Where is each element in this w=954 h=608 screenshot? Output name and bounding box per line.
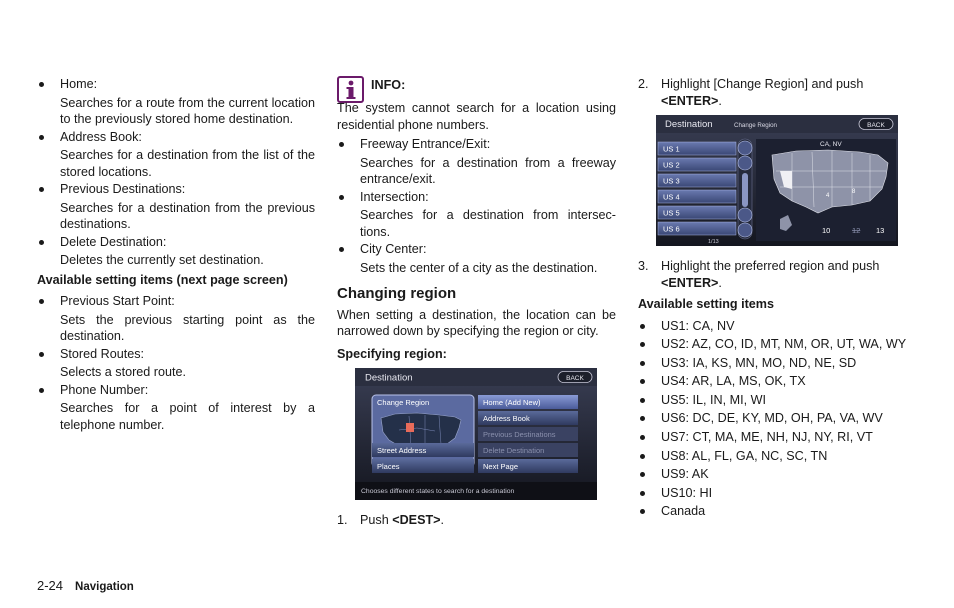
region-map [756, 139, 896, 241]
svg-text:BACK: BACK [566, 375, 584, 382]
street-address-button[interactable] [372, 443, 474, 457]
list-item: Intersection: Searches for a destination from intersec-tions. [337, 189, 616, 241]
list-item[interactable] [658, 190, 736, 203]
list-item: City Center: Sets the center of a city as the destination. [337, 241, 616, 276]
info-box [337, 76, 616, 103]
list-item[interactable] [658, 206, 736, 219]
list-item: Address Book: Searches for a destination from the list of the stored locations. [37, 129, 315, 181]
svg-text:US 6: US 6 [663, 224, 680, 234]
info-label: INFO: [371, 78, 406, 92]
list-item: Previous Start Point: Sets the previous starting point as the destination. [37, 293, 315, 345]
places-button[interactable] [372, 459, 474, 473]
list-item: Home: Searches for a route from the current location to the previously stored home destination. [37, 76, 315, 128]
svg-text:Delete Destination: Delete Destination [483, 446, 545, 455]
back-button[interactable] [859, 119, 893, 130]
screen-subtitle: Change Region [734, 122, 778, 129]
column-2 [337, 76, 616, 529]
option-list-b [37, 293, 315, 433]
page-number: 2-24 [37, 578, 64, 593]
list-item: US2: AZ, CO, ID, MT, NM, OR, UT, WA, WY [638, 336, 916, 354]
list-item: Canada [638, 503, 916, 521]
back-button[interactable] [558, 372, 592, 383]
previous-destinations-button[interactable] [478, 427, 578, 441]
list-item[interactable] [658, 174, 736, 187]
page-indicator: 1/13 [708, 239, 719, 245]
svg-text:Street Address: Street Address [377, 446, 427, 455]
section-text: When setting a destination, the location can be narrowed down by specifying the region or city. [337, 307, 616, 338]
svg-text:US 3: US 3 [663, 176, 680, 186]
svg-text:Next Page: Next Page [483, 462, 519, 471]
region-num: 10 [822, 226, 831, 235]
list-item: US3: IA, KS, MN, MO, ND, NE, SD [638, 355, 916, 373]
list-item[interactable] [658, 142, 736, 155]
svg-text:US 4: US 4 [663, 192, 680, 202]
list-item: US6: DC, DE, KY, MD, OH, PA, VA, WV [638, 410, 916, 428]
scrollbar[interactable] [738, 139, 752, 239]
svg-text:4: 4 [826, 193, 830, 199]
region-num: 13 [876, 226, 885, 235]
step-1: 1. Push <DEST>. [337, 513, 445, 527]
list-item: US8: AL, FL, GA, NC, SC, TN [638, 448, 916, 466]
svg-text:US 2: US 2 [663, 160, 680, 170]
column-3 [638, 76, 916, 522]
column-1 [37, 76, 315, 434]
option-list-c [337, 136, 616, 276]
step-2: 2. Highlight [Change Region] and push <ENTER>. [638, 77, 864, 108]
list-item: US4: AR, LA, MS, OK, TX [638, 373, 916, 391]
list-item: Delete Destination: Deletes the currently set destination. [37, 234, 315, 269]
list-item: Stored Routes: Selects a stored route. [37, 346, 315, 381]
svg-text:Address Book: Address Book [483, 414, 530, 423]
delete-destination-button[interactable] [478, 443, 578, 457]
screen-title: Destination [665, 119, 713, 130]
svg-text:US 5: US 5 [663, 208, 680, 218]
screen-title: Destination [365, 372, 413, 384]
list-item[interactable] [658, 222, 736, 235]
list-item: US5: IL, IN, MI, WI [638, 392, 916, 410]
svg-text:US 1: US 1 [663, 144, 680, 154]
info-icon [337, 76, 364, 103]
home-add-new-button[interactable] [478, 395, 578, 409]
destination-screen [355, 368, 597, 500]
list-item[interactable] [658, 158, 736, 171]
list-item: US1: CA, NV [638, 318, 916, 336]
section-name: Navigation [75, 581, 134, 593]
svg-text:Home (Add New): Home (Add New) [483, 398, 541, 407]
svg-text:Previous Destinations: Previous Destinations [483, 430, 556, 439]
next-page-heading: Available setting items (next page screen) [37, 272, 288, 287]
option-list-a [37, 76, 315, 269]
svg-text:Places: Places [377, 462, 400, 471]
region-num: 12 [852, 226, 861, 235]
list-item: Freeway Entrance/Exit: Searches for a destination from a freeway entrance/exit. [337, 136, 616, 188]
page-footer [37, 578, 134, 596]
section-title: Changing region [337, 285, 457, 302]
address-book-button[interactable] [478, 411, 578, 425]
list-item: US9: AK [638, 466, 916, 484]
svg-text:BACK: BACK [867, 122, 885, 129]
svg-text:8: 8 [852, 189, 856, 195]
next-page-button[interactable] [478, 459, 578, 473]
list-item: US7: CT, MA, ME, NH, NJ, NY, RI, VT [638, 429, 916, 447]
region-list-text [638, 318, 916, 522]
info-text: The system cannot search for a location using residential phone numbers. [337, 101, 616, 132]
svg-text:Change Region: Change Region [377, 398, 430, 407]
list-item: Phone Number: Searches for a point of interest by a telephone number. [37, 382, 315, 434]
map-label: CA, NV [820, 141, 842, 148]
list-item: US10: HI [638, 485, 916, 503]
sub-heading: Specifying region: [337, 346, 447, 361]
list-item: Previous Destinations: Searches for a destination from the previous destinations. [37, 181, 315, 233]
status-text: Chooses different states to search for a destination [361, 488, 515, 495]
available-items-heading: Available setting items [638, 297, 775, 311]
change-region-screen [656, 115, 898, 246]
step-3: 3. Highlight the preferred region and push <ENTER>. [638, 259, 880, 290]
